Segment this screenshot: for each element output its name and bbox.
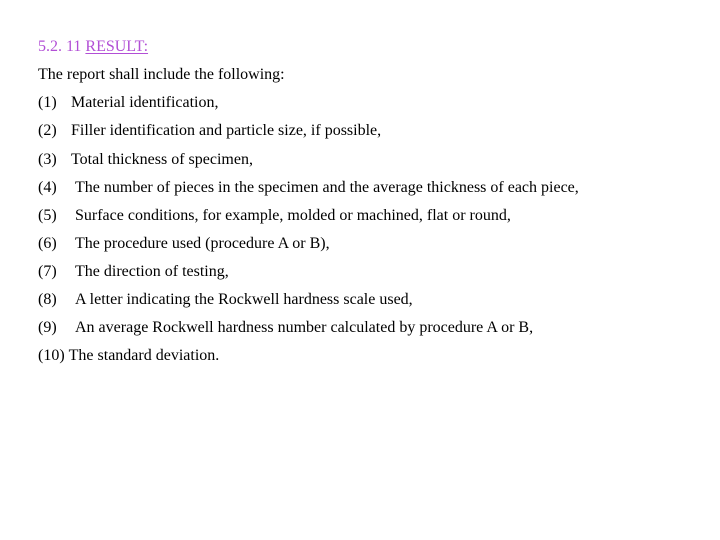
item-number: (6) <box>38 235 57 252</box>
item-text: Surface conditions, for example, molded or machined, flat or round, <box>75 207 511 224</box>
item-number: (5) <box>38 207 57 224</box>
list-item <box>38 346 219 366</box>
list-item <box>38 290 413 310</box>
section-heading <box>38 37 148 57</box>
list-item <box>38 234 330 254</box>
section-number: 5.2. 11 <box>38 38 82 55</box>
list-item <box>38 150 253 170</box>
item-number: (4) <box>38 179 57 196</box>
item-number: (1) <box>38 94 57 111</box>
item-number: (2) <box>38 122 57 139</box>
item-text: The procedure used (procedure A or B), <box>75 235 330 252</box>
list-item <box>38 93 219 113</box>
item-number: (3) <box>38 151 57 168</box>
item-text: Filler identification and particle size, if possible, <box>71 122 382 139</box>
item-text: The standard deviation. <box>68 347 220 364</box>
item-text: The direction of testing, <box>75 263 229 280</box>
item-text: The number of pieces in the specimen and the average thickness of each piece, <box>75 179 579 196</box>
list-item <box>38 121 381 141</box>
item-text: Total thickness of specimen, <box>71 151 253 168</box>
item-text: An average Rockwell hardness number calculated by procedure A or B, <box>75 319 534 336</box>
intro-text: The report shall include the following: <box>38 66 285 83</box>
section-title: RESULT: <box>85 38 149 55</box>
item-text: Material identification, <box>71 94 219 111</box>
item-text: A letter indicating the Rockwell hardness scale used, <box>75 291 413 308</box>
item-number: (9) <box>38 319 57 336</box>
list-item <box>38 262 229 282</box>
item-number: (7) <box>38 263 57 280</box>
item-number: (8) <box>38 291 57 308</box>
list-item <box>38 206 511 226</box>
list-item <box>38 318 533 338</box>
list-item <box>38 178 579 198</box>
item-number: (10) <box>38 347 65 364</box>
